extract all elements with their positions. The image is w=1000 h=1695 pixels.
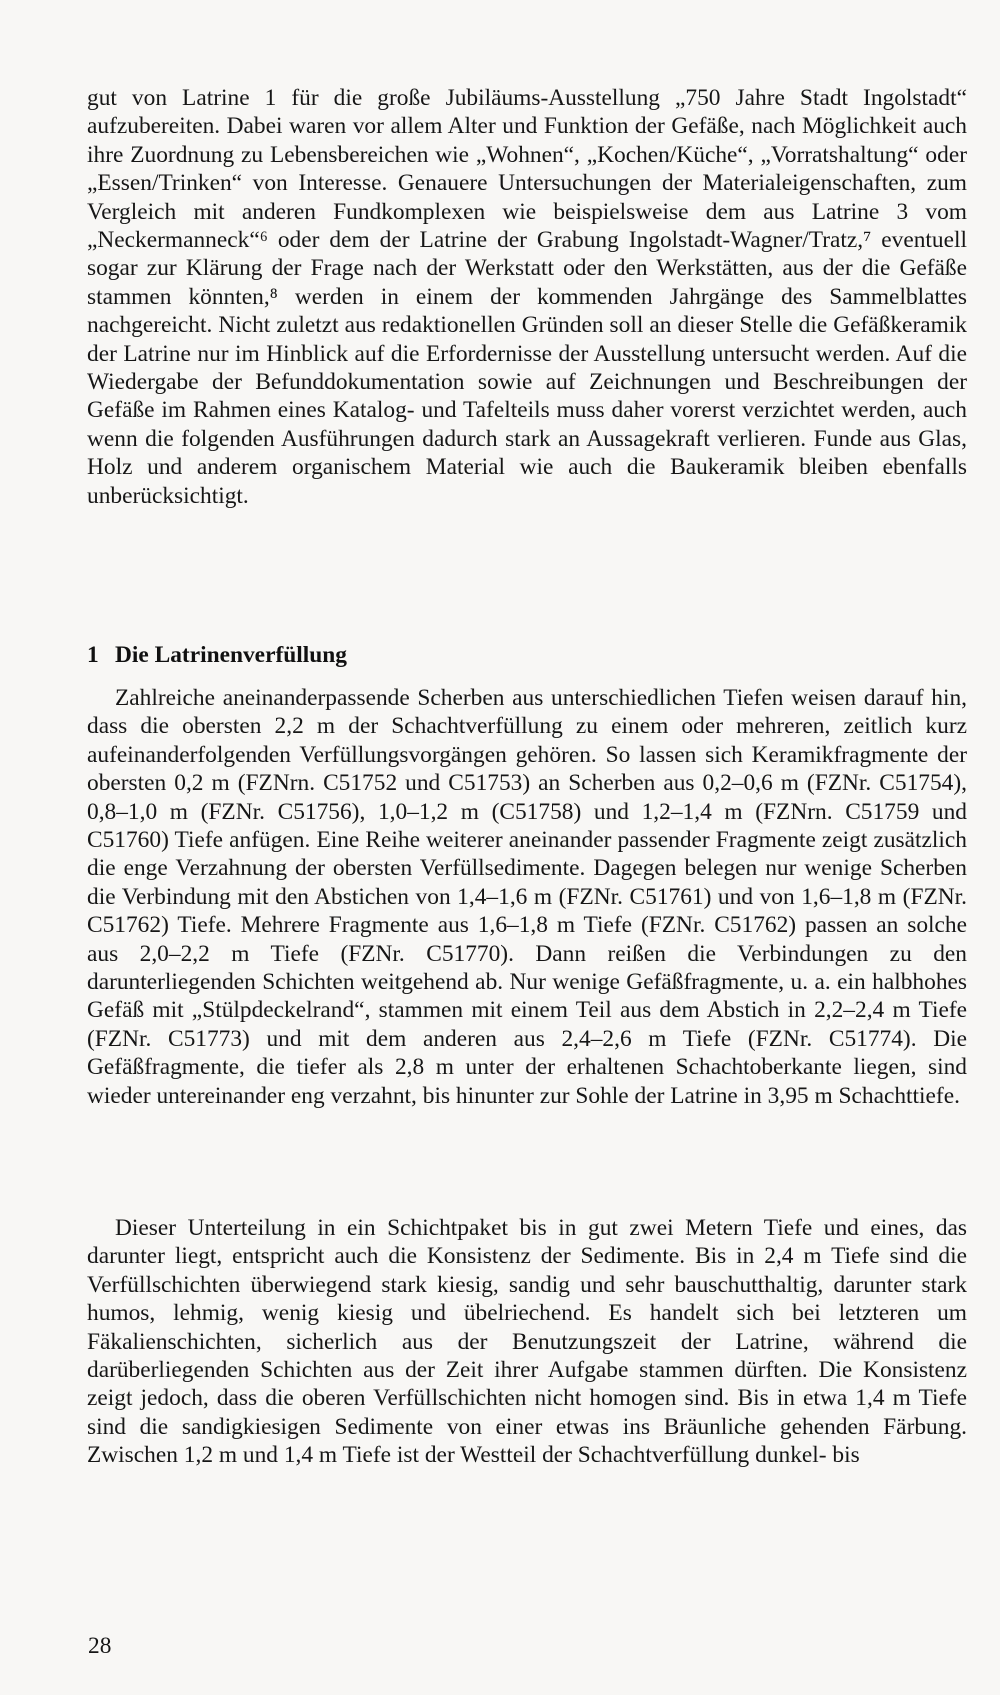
section-number: 1 [87, 642, 99, 668]
section-paragraph-2-text: Dieser Unterteilung in ein Schichtpaket bis in gut zwei Metern Tiefe und eines, das darunter liegt, entspricht auch die Konsistenz der Sedimente. Bis in 2,4 m Tiefe sind die Verfüllschichten überwiegend stark kiesig, sandig und sehr bauschutthaltig, darunter stark humos, lehmig, wenig kiesig und übelriechend. Es handelt sich bei letzteren um Fäkalienschichten, sicherlich aus der Benutzungszeit der Latrine, während die darüberliegenden Schichten aus der Zeit ihrer Aufgabe stammen dürften. Die Konsistenz zeigt jedoch, dass die oberen Verfüllschichten nicht homogen sind. Bis in etwa 1,4 m Tiefe sind die sandigkiesigen Sedimente von einer etwas ins Bräunliche gehenden Färbung. Zwischen 1,2 m und 1,4 m Tiefe ist der Westteil der Schachtverfüllung dunkel- bis [87, 1215, 967, 1469]
section-paragraph-1 [87, 684, 967, 1110]
section-title: Die Latrinenverfüllung [115, 642, 347, 668]
section-paragraph-2 [87, 1214, 967, 1470]
intro-paragraph [87, 84, 967, 510]
section-heading [87, 641, 967, 669]
intro-paragraph-text: gut von Latrine 1 für die große Jubiläums-Ausstellung „750 Jahre Stadt Ingolstadt“ aufzubereiten. Dabei waren vor allem Alter und Funktion der Gefäße, nach Möglichkeit auch ihre Zuordnung zu Lebensbereichen wie „Wohnen“, „Kochen/Küche“, „Vorratshaltung“ oder „Essen/Trinken“ von Interesse. Genauere Untersuchungen der Materialeigenschaften, zum Vergleich mit anderen Fundkomplexen wie beispielsweise dem aus Latrine 3 vom „Neckermanneck“⁶ oder dem der Latrine der Grabung Ingolstadt-Wagner/Tratz,⁷ eventuell sogar zur Klärung der Frage nach der Werkstatt oder den Werkstätten, aus der die Gefäße stammen könnten,⁸ werden in einem der kommenden Jahrgänge des Sammelblattes nachgereicht. Nicht zuletzt aus redaktionellen Gründen soll an dieser Stelle die Gefäßkeramik der Latrine nur im Hinblick auf die Erfordernisse der Ausstellung untersucht werden. Auf die Wiedergabe der Befunddokumentation sowie auf Zeichnungen und Beschreibungen der Gefäße im Rahmen eines Katalog- und Tafelteils muss daher vorerst verzichtet werden, auch wenn die folgenden Ausführungen dadurch stark an Aussagekraft verlieren. Funde aus Glas, Holz und anderem organischem Material wie auch die Baukeramik bleiben ebenfalls unberücksichtigt. [87, 85, 967, 509]
page-number: 28 [88, 1633, 112, 1659]
section-paragraph-1-text: Zahlreiche aneinanderpassende Scherben aus unterschiedlichen Tiefen weisen darauf hin, dass die obersten 2,2 m der Schachtverfüllung zu einem oder mehreren, zeitlich kurz aufeinanderfolgenden Verfüllungsvorgängen gehören. So lassen sich Keramikfragmente der obersten 0,2 m (FZNrn. C51752 und C51753) an Scherben aus 0,2–0,6 m (FZNr. C51754), 0,8–1,0 m (FZNr. C51756), 1,0–1,2 m (C51758) und 1,2–1,4 m (FZNrn. C51759 und C51760) Tiefe anfügen. Eine Reihe weiterer aneinander passender Fragmente zeigt zusätzlich die enge Verzahnung der obersten Verfüllsedimente. Dagegen belegen nur wenige Scherben die Verbindung mit den Abstichen von 1,4–1,6 m (FZNr. C51761) und von 1,6–1,8 m (FZNr. C51762) Tiefe. Mehrere Fragmente aus 1,6–1,8 m Tiefe (FZNr. C51762) passen an solche aus 2,0–2,2 m Tiefe (FZNr. C51770). Dann reißen die Verbindungen zu den darunterliegenden Schichten weitgehend ab. Nur wenige Gefäßfragmente, u. a. ein halbhohes Gefäß mit „Stülpdeckelrand“, stammen mit einem Teil aus dem Abstich in 2,2–2,4 m Tiefe (FZNr. C51773) und mit dem anderen aus 2,4–2,6 m Tiefe (FZNr. C51774). Die Gefäßfragmente, die tiefer als 2,8 m unter der erhaltenen Schachtoberkante liegen, sind wieder untereinander eng verzahnt, bis hinunter zur Sohle der Latrine in 3,95 m Schachttiefe. [87, 685, 967, 1109]
